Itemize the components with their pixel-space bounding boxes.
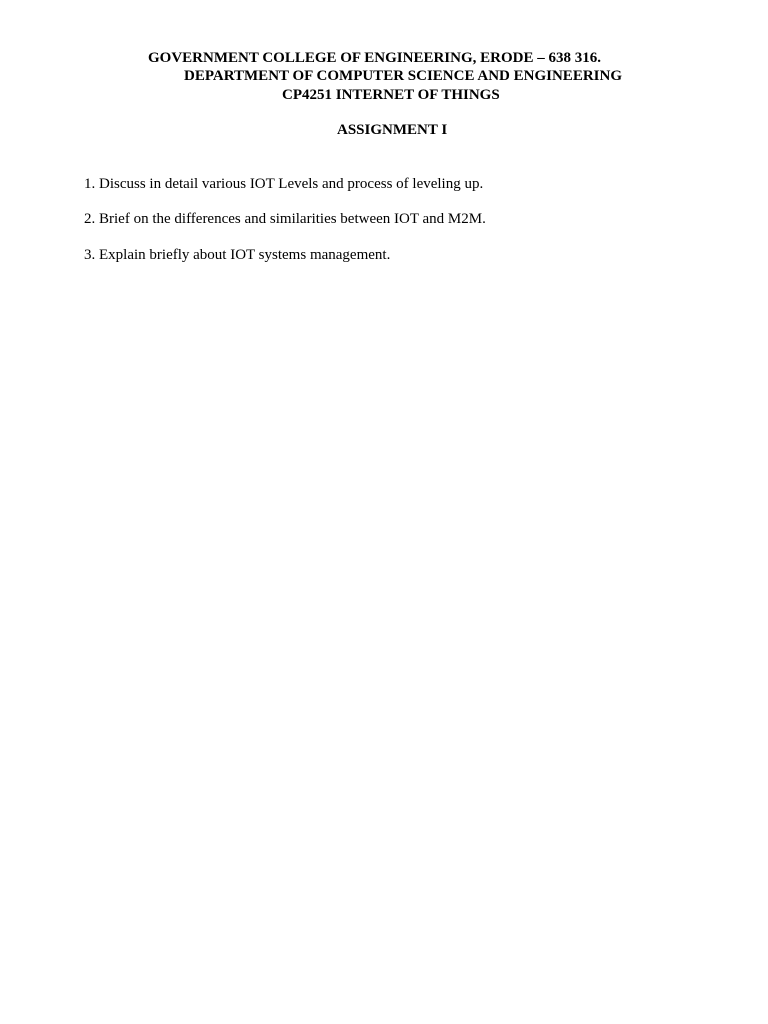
department-heading: DEPARTMENT OF COMPUTER SCIENCE AND ENGINEERING [184, 68, 622, 84]
question-item: 1. Discuss in detail various IOT Levels and process of leveling up. [84, 176, 484, 192]
question-item: 2. Brief on the differences and similarities between IOT and M2M. [84, 211, 486, 227]
question-item: 3. Explain briefly about IOT systems management. [84, 247, 391, 263]
institution-heading: GOVERNMENT COLLEGE OF ENGINEERING, ERODE – 638 316. [148, 50, 601, 66]
course-heading: CP4251 INTERNET OF THINGS [282, 87, 500, 103]
assignment-title: ASSIGNMENT I [337, 122, 448, 138]
